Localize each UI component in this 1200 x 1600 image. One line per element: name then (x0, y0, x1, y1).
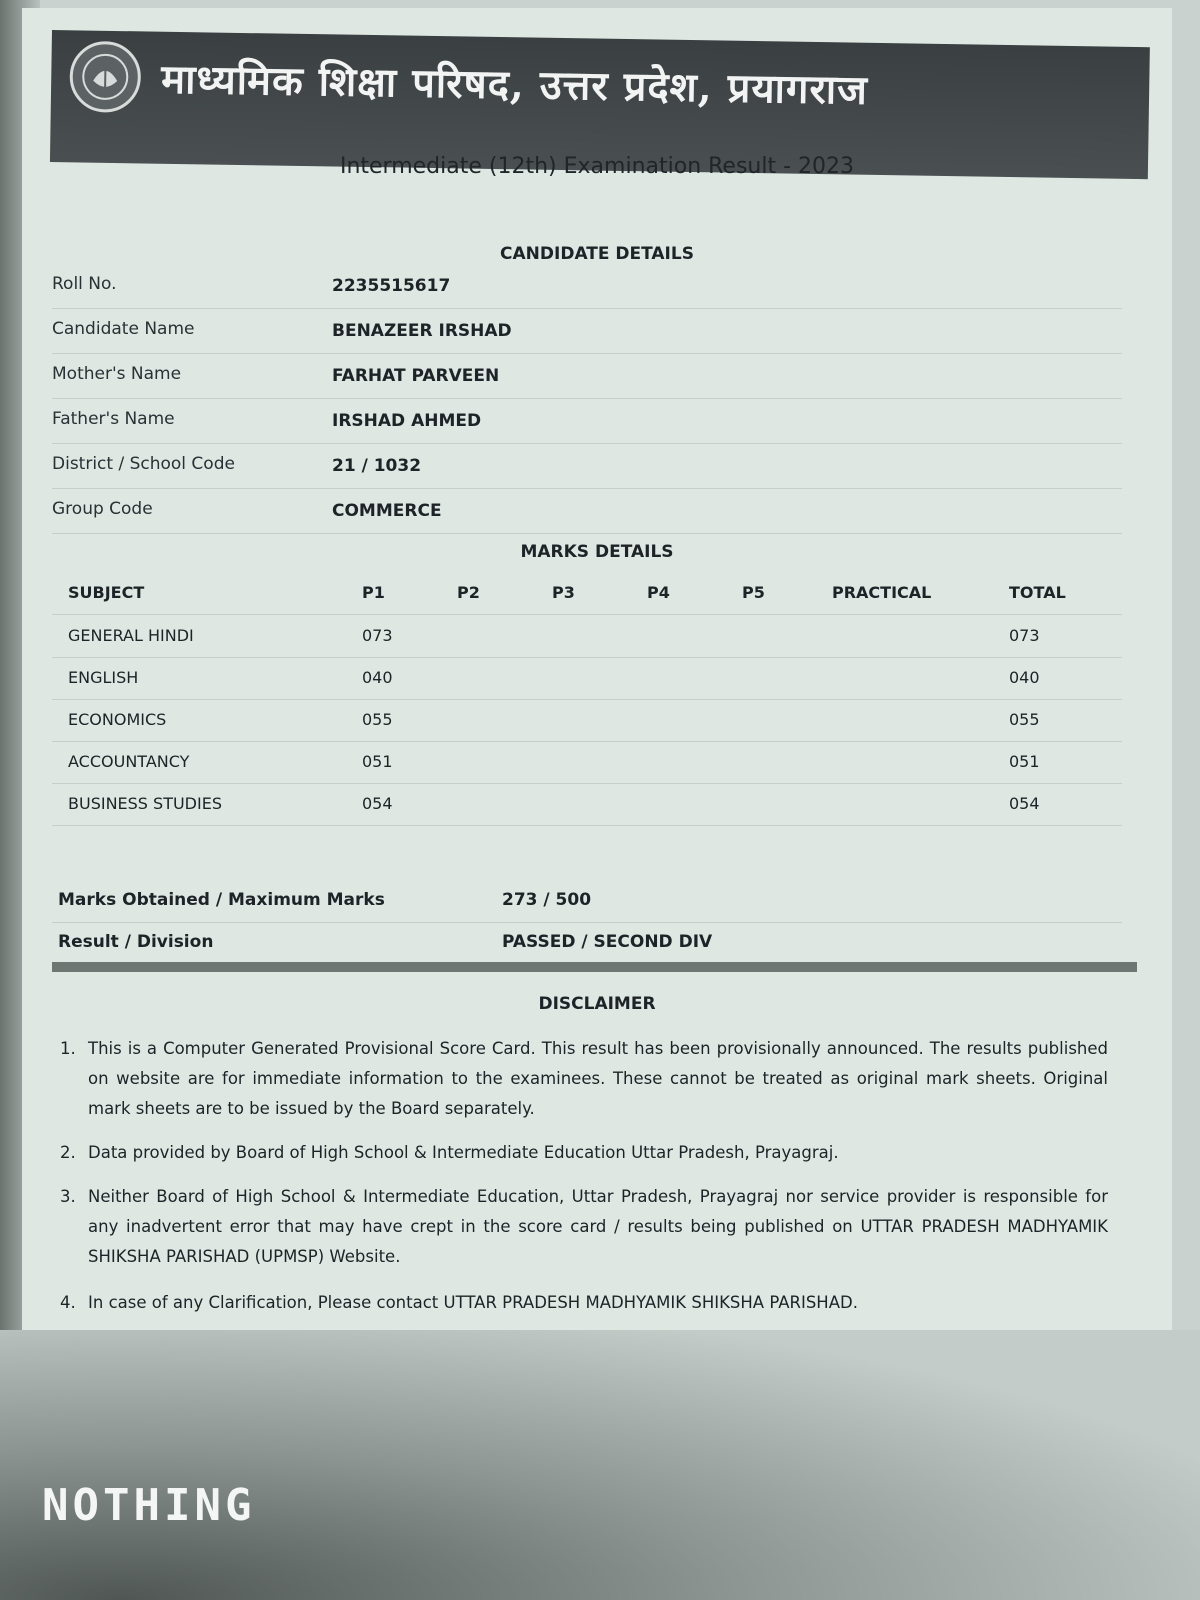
column-header: P1 (362, 583, 385, 602)
field-value: FARHAT PARVEEN (332, 366, 500, 386)
marks-details-heading: MARKS DETAILS (520, 542, 674, 562)
field-label: Roll No. (52, 274, 117, 294)
column-header: P3 (552, 583, 575, 602)
field-district-school-code (52, 444, 1122, 489)
p1-cell: 073 (362, 626, 393, 645)
field-value: 2235515617 (332, 276, 451, 296)
disclaimer-text: Neither Board of High School & Intermediate Education, Uttar Pradesh, Prayagraj nor service provider is responsible for any inadvertent error that may have crept in the score card / results being published on UTTAR PRADESH MADHYAMIK SHIKSHA PARISHAD (UPMSP) Website. (88, 1187, 1108, 1266)
subject-cell: ECONOMICS (68, 710, 167, 729)
disclaimer-item (60, 1288, 1120, 1320)
column-header: P4 (647, 583, 670, 602)
p1-cell: 051 (362, 752, 393, 771)
field-value: IRSHAD AHMED (332, 411, 482, 431)
field-label: Candidate Name (52, 319, 195, 339)
field-roll-no (52, 264, 1122, 309)
subject-cell: ENGLISH (68, 668, 139, 687)
disclaimer-text: Data provided by Board of High School & Intermediate Education Uttar Pradesh, Prayagraj. (88, 1143, 839, 1162)
disclaimer-item (60, 1138, 1120, 1170)
result-division-row (52, 920, 1122, 965)
column-header: PRACTICAL (832, 583, 932, 602)
total-cell: 040 (1009, 668, 1040, 687)
field-label: Father's Name (52, 409, 175, 429)
subject-cell: GENERAL HINDI (68, 626, 194, 645)
field-value: 21 / 1032 (332, 456, 422, 476)
field-group-code (52, 489, 1122, 534)
table-row (52, 741, 1122, 784)
total-cell: 055 (1009, 710, 1040, 729)
disclaimer-text: This is a Computer Generated Provisional Score Card. This result has been provisionally announced. The results published on website are for immediate information to the examinees. These cannot be treated as original mark sheets. Original mark sheets are to be issued by the Board separately. (88, 1039, 1108, 1118)
disclaimer-number: 4. (60, 1293, 76, 1312)
result-division-label: Result / Division (58, 932, 214, 952)
total-cell: 073 (1009, 626, 1040, 645)
field-mother-name (52, 354, 1122, 399)
photo-shadow-bottom (0, 1330, 1200, 1600)
column-header: SUBJECT (68, 583, 145, 602)
disclaimer-text: In case of any Clarification, Please contact UTTAR PRADESH MADHYAMIK SHIKSHA PARISHAD. (88, 1293, 858, 1312)
field-father-name (52, 399, 1122, 444)
result-division-value: PASSED / SECOND DIV (502, 932, 713, 952)
disclaimer-item (60, 1034, 1120, 1126)
disclaimer-number: 3. (60, 1187, 76, 1206)
marks-obtained-value: 273 / 500 (502, 890, 592, 910)
exam-title: Intermediate (12th) Examination Result - 2023 (339, 154, 855, 179)
marks-obtained-row (52, 878, 1122, 923)
subject-cell: BUSINESS STUDIES (68, 794, 222, 813)
up-emblem-icon (69, 40, 142, 113)
section-divider (52, 962, 1137, 972)
camera-watermark: NOTHING (42, 1480, 256, 1531)
disclaimer-item (60, 1182, 1120, 1274)
field-label: Mother's Name (52, 364, 182, 384)
p1-cell: 054 (362, 794, 393, 813)
total-cell: 051 (1009, 752, 1040, 771)
total-cell: 054 (1009, 794, 1040, 813)
column-header: P2 (457, 583, 480, 602)
board-name: माध्यमिक शिक्षा परिषद, उत्तर प्रदेश, प्रयागराज (160, 55, 869, 114)
disclaimer-heading: DISCLAIMER (538, 994, 656, 1014)
field-label: District / School Code (52, 454, 235, 474)
table-row (52, 615, 1122, 658)
p1-cell: 055 (362, 710, 393, 729)
field-value: COMMERCE (332, 501, 442, 521)
column-header: P5 (742, 583, 765, 602)
candidate-details-heading: CANDIDATE DETAILS (500, 244, 694, 264)
field-candidate-name (52, 309, 1122, 354)
field-label: Group Code (52, 499, 153, 519)
marks-obtained-label: Marks Obtained / Maximum Marks (58, 890, 385, 910)
p1-cell: 040 (362, 668, 393, 687)
field-value: BENAZEER IRSHAD (332, 321, 512, 341)
result-sheet (22, 8, 1172, 1408)
table-row (52, 657, 1122, 700)
table-row (52, 699, 1122, 742)
subject-cell: ACCOUNTANCY (68, 752, 190, 771)
table-row (52, 783, 1122, 826)
disclaimer-number: 2. (60, 1143, 76, 1162)
disclaimer-number: 1. (60, 1039, 76, 1058)
marks-table-header (52, 572, 1122, 615)
column-header: TOTAL (1009, 583, 1066, 602)
